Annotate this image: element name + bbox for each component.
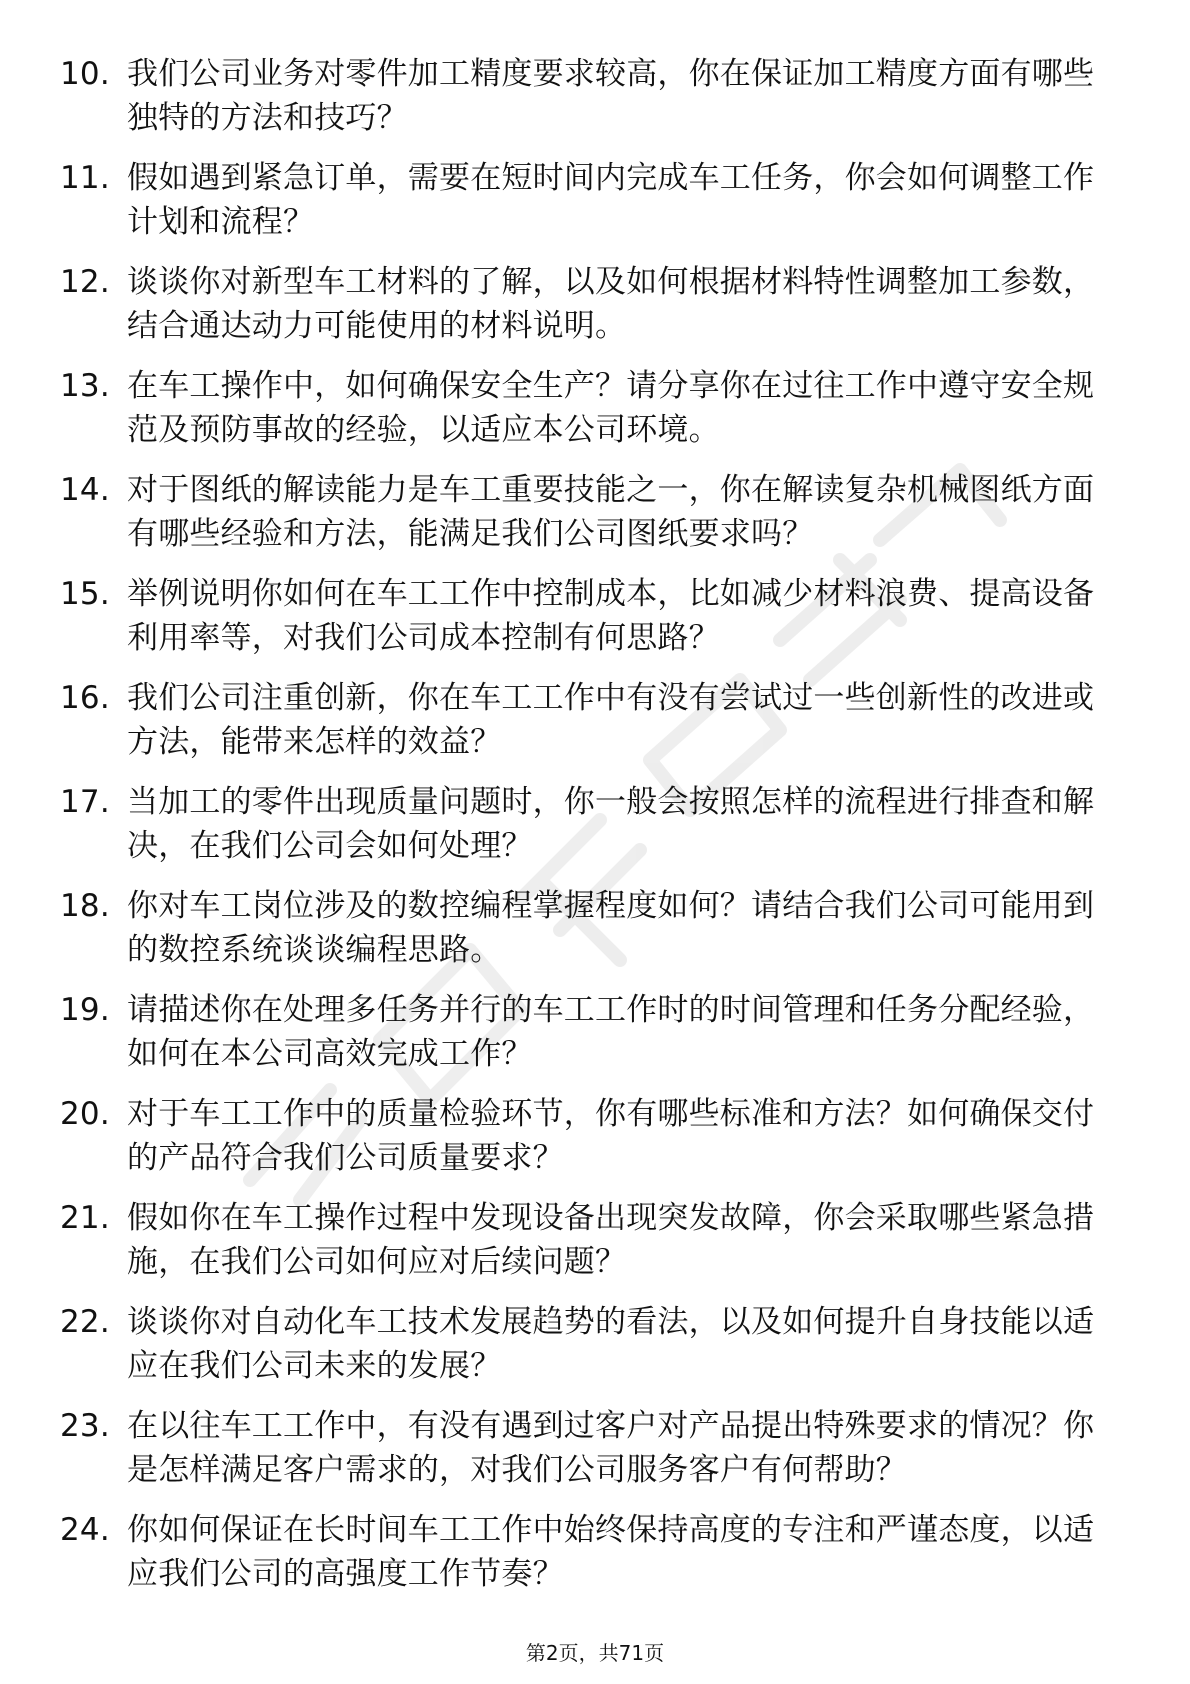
list-item	[60, 1404, 1110, 1508]
list-item	[60, 1196, 1110, 1300]
question-text: 我们公司注重创新，你在车工工作中有没有尝试过一些创新性的改进或方法，能带来怎样的效益？	[127, 680, 1095, 760]
question-text: 你如何保证在长时间车工工作中始终保持高度的专注和严谨态度，以适应我们公司的高强度工作节奏？	[127, 1512, 1095, 1592]
question-number: 13.	[60, 368, 110, 404]
list-item	[60, 260, 1110, 364]
list-item	[60, 468, 1110, 572]
question-number: 21.	[60, 1200, 110, 1236]
question-text: 在车工操作中，如何确保安全生产？请分享你在过往工作中遵守安全规范及预防事故的经验，以适应本公司环境。	[127, 368, 1095, 448]
question-number: 19.	[60, 992, 110, 1028]
question-number: 20.	[60, 1096, 110, 1132]
question-number: 18.	[60, 888, 110, 924]
question-text: 我们公司业务对零件加工精度要求较高，你在保证加工精度方面有哪些独特的方法和技巧？	[127, 56, 1095, 136]
question-text: 谈谈你对新型车工材料的了解，以及如何根据材料特性调整加工参数，结合通达动力可能使用的材料说明。	[127, 264, 1095, 344]
page-footer: 第2页，共71页	[525, 1641, 665, 1665]
list-item	[60, 52, 1110, 156]
question-text: 对于车工工作中的质量检验环节，你有哪些标准和方法？如何确保交付的产品符合我们公司质量要求？	[127, 1096, 1095, 1176]
list-item	[60, 1092, 1110, 1196]
question-number: 16.	[60, 680, 110, 716]
question-text: 对于图纸的解读能力是车工重要技能之一，你在解读复杂机械图纸方面有哪些经验和方法，能满足我们公司图纸要求吗？	[127, 472, 1095, 552]
list-item	[60, 988, 1110, 1092]
list-item	[60, 156, 1110, 260]
question-number: 12.	[60, 264, 110, 300]
question-text: 请描述你在处理多任务并行的车工工作时的时间管理和任务分配经验，如何在本公司高效完成工作？	[127, 992, 1095, 1072]
list-item	[60, 884, 1110, 988]
question-text: 你对车工岗位涉及的数控编程掌握程度如何？请结合我们公司可能用到的数控系统谈谈编程思路。	[127, 888, 1095, 968]
list-item	[60, 1300, 1110, 1404]
question-text: 当加工的零件出现质量问题时，你一般会按照怎样的流程进行排查和解决，在我们公司会如何处理？	[127, 784, 1095, 864]
question-text: 谈谈你对自动化车工技术发展趋势的看法，以及如何提升自身技能以适应在我们公司未来的发展？	[127, 1304, 1095, 1384]
question-list	[60, 52, 1110, 1612]
question-number: 23.	[60, 1408, 110, 1444]
question-text: 假如遇到紧急订单，需要在短时间内完成车工任务，你会如何调整工作计划和流程？	[127, 160, 1095, 240]
question-number: 24.	[60, 1512, 110, 1548]
question-number: 10.	[60, 56, 110, 92]
question-text: 假如你在车工操作过程中发现设备出现突发故障，你会采取哪些紧急措施，在我们公司如何应对后续问题？	[127, 1200, 1095, 1280]
question-number: 15.	[60, 576, 110, 612]
question-text: 在以往车工工作中，有没有遇到过客户对产品提出特殊要求的情况？你是怎样满足客户需求的，对我们公司服务客户有何帮助？	[127, 1408, 1095, 1488]
question-number: 11.	[60, 160, 110, 196]
question-number: 14.	[60, 472, 110, 508]
question-number: 17.	[60, 784, 110, 820]
question-text: 举例说明你如何在车工工作中控制成本，比如减少材料浪费、提高设备利用率等，对我们公司成本控制有何思路？	[127, 576, 1095, 656]
list-item	[60, 1508, 1110, 1612]
question-number: 22.	[60, 1304, 110, 1340]
list-item	[60, 364, 1110, 468]
list-item	[60, 572, 1110, 676]
list-item	[60, 676, 1110, 780]
list-item	[60, 780, 1110, 884]
